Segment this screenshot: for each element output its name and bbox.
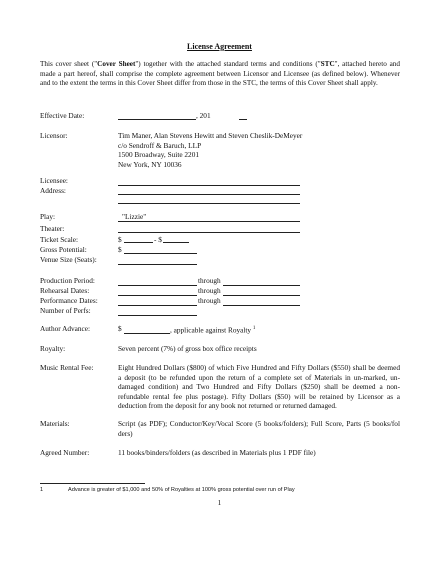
agreed-number-value: 11 books/binders/folders (as described in Materials plus 1 PDF file) xyxy=(118,448,316,457)
author-advance-royalty-text: , applicable against Royalty xyxy=(170,325,252,335)
author-advance-field[interactable] xyxy=(124,333,170,334)
footnote-number: 1 xyxy=(40,487,44,493)
venue-size-label: Venue Size (Seats): xyxy=(40,255,97,264)
rehearsal-dates-label: Rehearsal Dates: xyxy=(40,285,90,295)
performance-dates-end-field[interactable] xyxy=(223,305,300,306)
address-label: Address: xyxy=(40,185,66,195)
intro-paragraph xyxy=(40,60,400,89)
licensor-line: c/o Sendroff & Baruch, LLP xyxy=(118,140,202,150)
number-of-perfs-field[interactable] xyxy=(118,315,197,316)
gross-potential-dollar: $ xyxy=(118,244,122,254)
intro-cover-sheet-term: Cover Sheet xyxy=(97,60,136,68)
intro-stc-term: STC xyxy=(320,60,335,68)
licensor-label: Licensor: xyxy=(40,131,68,140)
performance-dates-through: through xyxy=(198,295,221,305)
gross-potential-field[interactable] xyxy=(124,253,197,254)
gross-potential-label: Gross Potential: xyxy=(40,244,87,254)
ticket-scale-label: Ticket Scale: xyxy=(40,234,79,244)
intro-text-1: This cover sheet (" xyxy=(40,60,98,68)
footnote-reference: 1 xyxy=(252,326,256,331)
production-period-start-field[interactable] xyxy=(118,285,197,286)
licensor-line: New York, NY 10036 xyxy=(118,159,182,169)
performance-dates-label: Performance Dates: xyxy=(40,295,98,305)
performance-dates-start-field[interactable] xyxy=(118,305,197,306)
rehearsal-dates-start-field[interactable] xyxy=(118,295,197,296)
footnote-divider xyxy=(40,483,145,484)
theater-field[interactable] xyxy=(118,232,300,233)
play-value: "Lizzie" xyxy=(122,212,147,221)
author-advance-label: Author Advance: xyxy=(40,324,91,333)
play-label: Play: xyxy=(40,212,55,221)
rehearsal-dates-through: through xyxy=(198,285,221,295)
footnote xyxy=(40,487,295,493)
licensor-line: Tim Maner, Alan Stevens Hewitt and Steven Cheslik-DeMeyer xyxy=(118,131,303,140)
effective-date-label: Effective Date: xyxy=(40,111,85,120)
rehearsal-dates-end-field[interactable] xyxy=(223,295,300,296)
licensee-field[interactable] xyxy=(118,185,300,186)
address-field-2[interactable] xyxy=(118,203,300,204)
footnote-text: Advance is greater of $1,000 and 50% of Royalties at 100% gross potential over run of Play xyxy=(68,487,295,493)
play-field[interactable] xyxy=(118,221,300,222)
intro-text-2: ") together with the attached standard terms and conditions (" xyxy=(135,60,321,68)
address-field-1[interactable] xyxy=(118,194,300,195)
production-period-end-field[interactable] xyxy=(223,285,300,286)
ticket-scale-min-field[interactable] xyxy=(124,242,153,243)
effective-date-year: , 201 xyxy=(196,111,211,120)
music-rental-fee-label: Music Rental Fee: xyxy=(40,363,94,372)
production-period-label: Production Period: xyxy=(40,276,95,285)
materials-value: Script (as PDF); Conductor/Key/Vocal Score (5 books/folders); Full Score, Parts (5 books/fol ders) xyxy=(118,419,400,438)
ticket-scale-max-field[interactable] xyxy=(163,242,189,243)
page-number: 1 xyxy=(217,498,222,507)
author-advance-dollar: $ xyxy=(118,324,122,333)
theater-label: Theater: xyxy=(40,223,65,233)
materials-label: Materials: xyxy=(40,419,70,428)
production-period-through: through xyxy=(198,276,221,285)
document-title: License Agreement xyxy=(187,42,252,51)
number-of-perfs-label: Number of Perfs: xyxy=(40,306,91,315)
agreed-number-label: Agreed Number: xyxy=(40,448,90,457)
ticket-scale-separator: - $ xyxy=(154,234,162,244)
music-rental-fee-value: Eight Hundred Dollars ($800) of which Five Hundred and Fifty Dollars ($550) shall be deemed a deposit (to be refunded upon the return of a complete set of Materials in un-marked, un-damaged condition) and Two Hundred and Fifty Dollars ($250) shall be deemed a non-refundable rental fee plus postage). Fifty Dollars ($50) will be retained by Licensor as a deduction from the deposit for any book not returned or returned damaged. xyxy=(118,363,400,411)
author-advance-text xyxy=(170,324,255,335)
intro-text-3: ", attached hereto and made a part hereof, shall comprise the complete agreement between Licensor and Licensee (as defined below). Whenever and to the extent the terms in this Cover Sheet differ from those in the STC, the terms of this Cover Sheet shall apply. xyxy=(40,60,400,88)
effective-date-field[interactable] xyxy=(118,119,196,120)
licensee-label: Licensee: xyxy=(40,176,68,185)
ticket-scale-dollar: $ xyxy=(118,234,122,244)
licensor-line: 1500 Broadway, Suite 2201 xyxy=(118,150,199,159)
royalty-label: Royalty: xyxy=(40,344,66,353)
royalty-value: Seven percent (7%) of gross box office receipts xyxy=(118,344,257,353)
effective-date-year-field[interactable] xyxy=(239,119,247,120)
venue-size-field[interactable] xyxy=(118,264,197,265)
